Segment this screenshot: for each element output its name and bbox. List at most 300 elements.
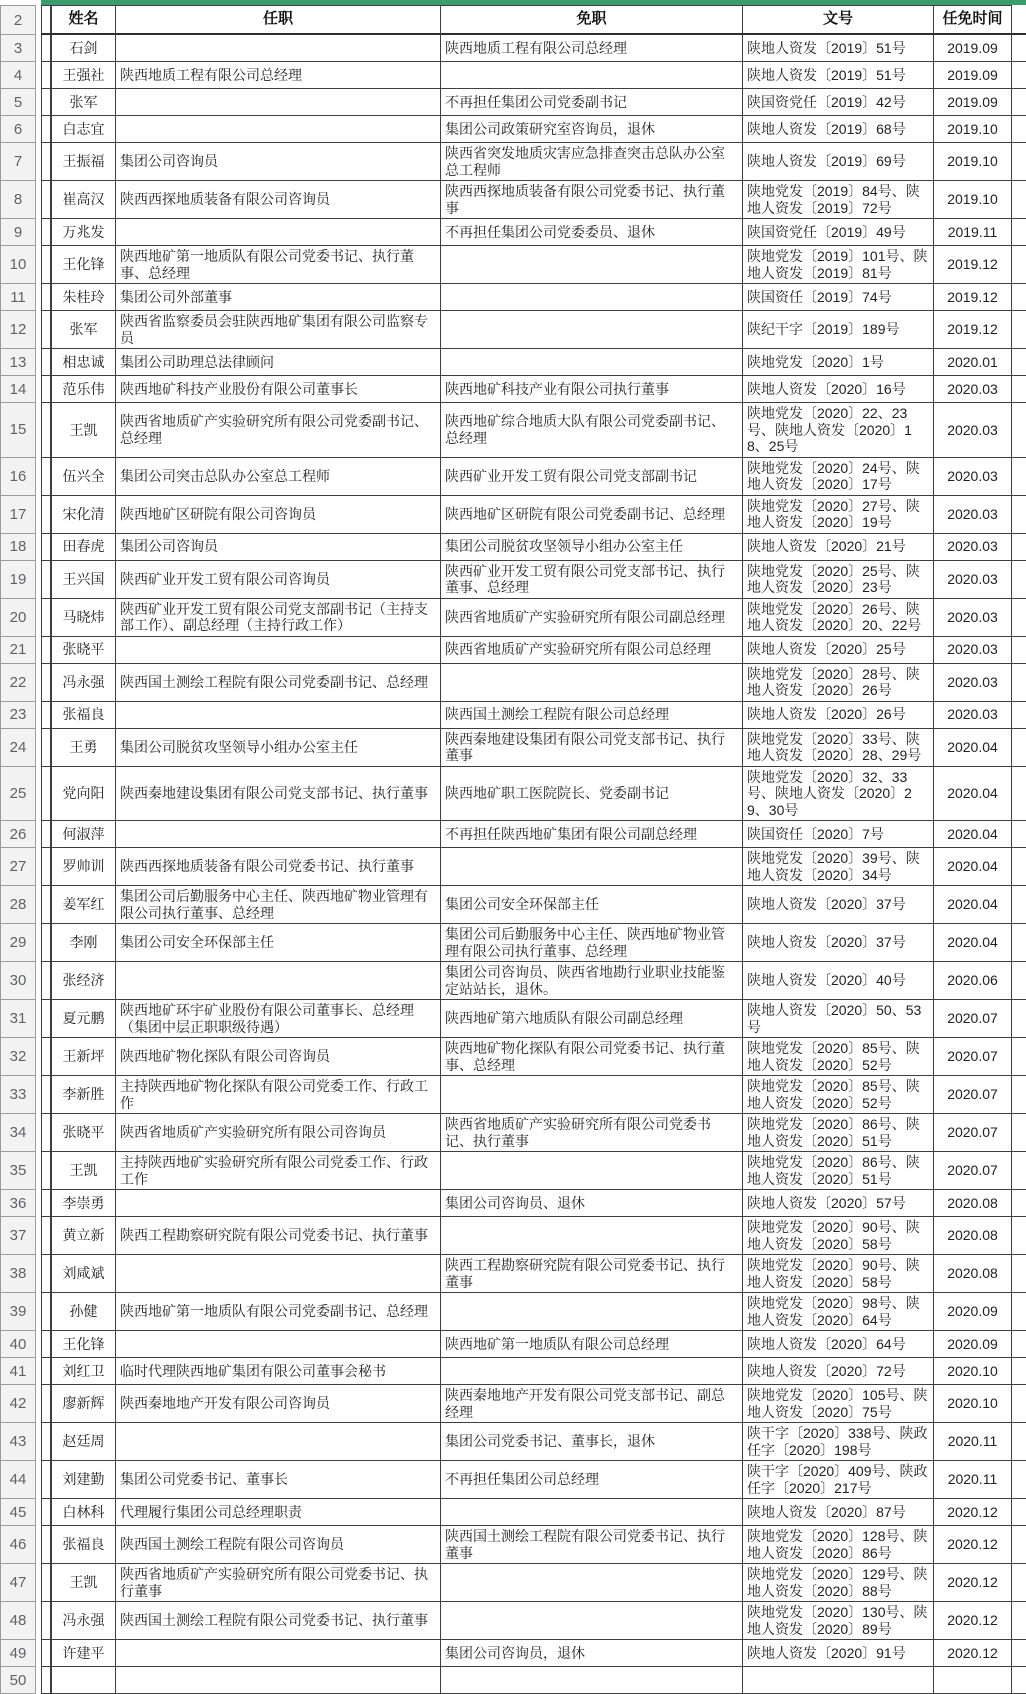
dismissal-cell[interactable] (441, 311, 743, 349)
doc-number-cell[interactable]: 陕纪干字〔2019〕189号 (743, 311, 934, 349)
hidden-column-cell[interactable] (41, 458, 50, 496)
hidden-column-cell[interactable] (41, 1461, 50, 1499)
row-number-cell[interactable]: 16 (0, 458, 36, 496)
name-cell[interactable]: 朱桂玲 (50, 284, 116, 311)
doc-number-cell[interactable] (743, 1667, 934, 1694)
name-cell[interactable]: 夏元鹏 (50, 1000, 116, 1038)
hidden-column-cell[interactable] (41, 89, 50, 116)
row-number-cell[interactable]: 30 (0, 962, 36, 1000)
date-cell[interactable]: 2020.03 (934, 599, 1012, 637)
dismissal-cell[interactable]: 陕西地质工程有限公司总经理 (441, 35, 743, 62)
date-cell[interactable]: 2020.03 (934, 637, 1012, 664)
doc-number-cell[interactable]: 陕地人资发〔2020〕37号 (743, 886, 934, 924)
doc-number-cell[interactable]: 陕地党发〔2020〕98号、陕地人资发〔2020〕64号 (743, 1293, 934, 1331)
date-cell[interactable]: 2019.09 (934, 35, 1012, 62)
name-cell[interactable]: 王凯 (50, 1152, 116, 1190)
dismissal-cell[interactable]: 陕西矿业开发工贸有限公司党支部书记、执行董事、总经理 (441, 561, 743, 599)
row-number-cell[interactable]: 17 (0, 496, 36, 534)
doc-number-cell[interactable]: 陕地党发〔2019〕84号、陕地人资发〔2019〕72号 (743, 181, 934, 219)
doc-number-cell[interactable]: 陕地人资发〔2020〕72号 (743, 1358, 934, 1385)
date-cell[interactable]: 2020.04 (934, 767, 1012, 822)
doc-number-cell[interactable]: 陕地党发〔2020〕129号、陕地人资发〔2020〕88号 (743, 1564, 934, 1602)
dismissal-cell[interactable] (441, 1602, 743, 1640)
row-number-cell[interactable]: 5 (0, 89, 36, 116)
date-cell[interactable]: 2019.09 (934, 89, 1012, 116)
appointment-cell[interactable]: 集团公司咨询员 (116, 534, 441, 561)
appointment-cell[interactable]: 代理履行集团公司总经理职责 (116, 1499, 441, 1526)
name-cell[interactable]: 万兆发 (50, 219, 116, 246)
row-number-cell[interactable]: 23 (0, 702, 36, 729)
date-cell[interactable]: 2020.03 (934, 458, 1012, 496)
column-header-name[interactable]: 姓名 (50, 5, 116, 35)
row-number-cell[interactable]: 12 (0, 311, 36, 349)
date-cell[interactable]: 2020.01 (934, 349, 1012, 376)
appointment-cell[interactable]: 陕西矿业开发工贸有限公司咨询员 (116, 561, 441, 599)
row-number-cell[interactable]: 47 (0, 1564, 36, 1602)
name-cell[interactable]: 刘红卫 (50, 1358, 116, 1385)
name-cell[interactable]: 崔高汉 (50, 181, 116, 219)
hidden-column-cell[interactable] (41, 1423, 50, 1461)
appointment-cell[interactable]: 陕西地矿区研院有限公司咨询员 (116, 496, 441, 534)
dismissal-cell[interactable]: 集团公司党委书记、董事长，退休 (441, 1423, 743, 1461)
hidden-column-cell[interactable] (41, 1038, 50, 1076)
date-cell[interactable]: 2019.09 (934, 62, 1012, 89)
row-number-cell[interactable]: 9 (0, 219, 36, 246)
row-number-cell[interactable]: 42 (0, 1385, 36, 1423)
hidden-column-cell[interactable] (41, 767, 50, 822)
hidden-column-cell[interactable] (41, 1385, 50, 1423)
row-number-cell[interactable]: 46 (0, 1526, 36, 1564)
column-header-date[interactable]: 任免时间 (934, 5, 1012, 35)
appointment-cell[interactable]: 集团公司助理总法律顾问 (116, 349, 441, 376)
date-cell[interactable]: 2020.07 (934, 1114, 1012, 1152)
name-cell[interactable]: 伍兴全 (50, 458, 116, 496)
doc-number-cell[interactable]: 陕地党发〔2020〕26号、陕地人资发〔2020〕20、22号 (743, 599, 934, 637)
dismissal-cell[interactable]: 集团公司政策研究室咨询员，退休 (441, 116, 743, 143)
date-cell[interactable]: 2020.12 (934, 1564, 1012, 1602)
column-header-doc-number[interactable]: 文号 (743, 5, 934, 35)
hidden-column-cell[interactable] (41, 534, 50, 561)
name-cell[interactable]: 王振福 (50, 143, 116, 181)
row-number-cell[interactable]: 24 (0, 729, 36, 767)
date-cell[interactable]: 2020.12 (934, 1526, 1012, 1564)
dismissal-cell[interactable]: 陕西矿业开发工贸有限公司党支部副书记 (441, 458, 743, 496)
row-number-cell[interactable]: 41 (0, 1358, 36, 1385)
appointment-cell[interactable]: 陕西地矿环宇矿业股份有限公司董事长、总经理（集团中层正职职级待遇） (116, 1000, 441, 1038)
row-number-cell[interactable]: 7 (0, 143, 36, 181)
name-cell[interactable]: 王凯 (50, 403, 116, 458)
doc-number-cell[interactable]: 陕地人资发〔2019〕69号 (743, 143, 934, 181)
name-cell[interactable]: 白志宜 (50, 116, 116, 143)
row-number-cell[interactable]: 28 (0, 886, 36, 924)
date-cell[interactable]: 2020.07 (934, 1152, 1012, 1190)
date-cell[interactable]: 2020.07 (934, 1000, 1012, 1038)
date-cell[interactable]: 2020.11 (934, 1423, 1012, 1461)
row-number-cell[interactable]: 40 (0, 1331, 36, 1358)
appointment-cell[interactable]: 陕西地矿第一地质队有限公司党委副书记、总经理 (116, 1293, 441, 1331)
row-number-cell[interactable]: 13 (0, 349, 36, 376)
name-cell[interactable]: 王化锋 (50, 246, 116, 284)
name-cell[interactable]: 许建平 (50, 1640, 116, 1667)
appointment-cell[interactable]: 集团公司咨询员 (116, 143, 441, 181)
dismissal-cell[interactable] (441, 1667, 743, 1694)
doc-number-cell[interactable]: 陕地党发〔2020〕33号、陕地人资发〔2020〕28、29号 (743, 729, 934, 767)
hidden-column-cell[interactable] (41, 35, 50, 62)
row-number-cell[interactable]: 3 (0, 35, 36, 62)
dismissal-cell[interactable] (441, 1076, 743, 1114)
doc-number-cell[interactable]: 陕地人资发〔2019〕68号 (743, 116, 934, 143)
dismissal-cell[interactable] (441, 1293, 743, 1331)
row-number-cell[interactable]: 45 (0, 1499, 36, 1526)
name-cell[interactable]: 张军 (50, 311, 116, 349)
hidden-column-cell[interactable] (41, 496, 50, 534)
hidden-column-cell[interactable] (41, 1076, 50, 1114)
hidden-column-cell[interactable] (41, 1152, 50, 1190)
dismissal-cell[interactable]: 集团公司咨询员、陕西省地勘行业职业技能鉴定站站长，退休。 (441, 962, 743, 1000)
appointment-cell[interactable] (116, 219, 441, 246)
appointment-cell[interactable] (116, 1331, 441, 1358)
appointment-cell[interactable]: 陕西省地质矿产实验研究所有限公司党委副书记、总经理 (116, 403, 441, 458)
date-cell[interactable]: 2020.03 (934, 702, 1012, 729)
appointment-cell[interactable]: 临时代理陕西地矿集团有限公司董事会秘书 (116, 1358, 441, 1385)
hidden-column-cell[interactable] (41, 561, 50, 599)
date-cell[interactable]: 2020.08 (934, 1217, 1012, 1255)
appointment-cell[interactable] (116, 1423, 441, 1461)
name-cell[interactable]: 罗帅训 (50, 848, 116, 886)
appointment-cell[interactable]: 陕西省地质矿产实验研究所有限公司咨询员 (116, 1114, 441, 1152)
dismissal-cell[interactable]: 集团公司脱贫攻坚领导小组办公室主任 (441, 534, 743, 561)
doc-number-cell[interactable]: 陕地人资发〔2020〕16号 (743, 376, 934, 403)
row-number-cell[interactable]: 8 (0, 181, 36, 219)
hidden-column-cell[interactable] (41, 284, 50, 311)
dismissal-cell[interactable]: 陕西西探地质装备有限公司党委书记、执行董事 (441, 181, 743, 219)
row-number-cell[interactable]: 36 (0, 1190, 36, 1217)
date-cell[interactable]: 2020.04 (934, 924, 1012, 962)
date-cell[interactable]: 2020.07 (934, 1076, 1012, 1114)
name-cell[interactable]: 赵廷周 (50, 1423, 116, 1461)
name-cell[interactable]: 张福良 (50, 702, 116, 729)
dismissal-cell[interactable] (441, 62, 743, 89)
name-cell[interactable]: 李新胜 (50, 1076, 116, 1114)
doc-number-cell[interactable]: 陕地党发〔2019〕101号、陕地人资发〔2019〕81号 (743, 246, 934, 284)
row-number-cell[interactable]: 25 (0, 767, 36, 822)
date-cell[interactable]: 2020.06 (934, 962, 1012, 1000)
date-cell[interactable]: 2020.11 (934, 1461, 1012, 1499)
name-cell[interactable]: 冯永强 (50, 664, 116, 702)
row-number-cell[interactable]: 20 (0, 599, 36, 637)
row-number-cell[interactable]: 21 (0, 637, 36, 664)
name-cell[interactable]: 王化锋 (50, 1331, 116, 1358)
date-cell[interactable]: 2020.12 (934, 1602, 1012, 1640)
hidden-column-cell[interactable] (41, 1602, 50, 1640)
appointment-cell[interactable] (116, 1667, 441, 1694)
row-number-cell[interactable]: 6 (0, 116, 36, 143)
appointment-cell[interactable]: 主持陕西地矿实验研究所有限公司党委工作、行政工作 (116, 1152, 441, 1190)
date-cell[interactable]: 2020.03 (934, 403, 1012, 458)
dismissal-cell[interactable]: 陕西地矿第六地质队有限公司副总经理 (441, 1000, 743, 1038)
doc-number-cell[interactable]: 陕地人资发〔2020〕87号 (743, 1499, 934, 1526)
doc-number-cell[interactable]: 陕地人资发〔2020〕37号 (743, 924, 934, 962)
name-cell[interactable]: 王勇 (50, 729, 116, 767)
hidden-column-cell[interactable] (41, 1640, 50, 1667)
row-number-cell[interactable]: 11 (0, 284, 36, 311)
dismissal-cell[interactable]: 陕西地矿科技产业有限公司执行董事 (441, 376, 743, 403)
date-cell[interactable]: 2020.03 (934, 496, 1012, 534)
name-cell[interactable]: 王兴国 (50, 561, 116, 599)
dismissal-cell[interactable]: 陕西国土测绘工程院有限公司党委书记、执行董事 (441, 1526, 743, 1564)
dismissal-cell[interactable]: 不再担任集团公司总经理 (441, 1461, 743, 1499)
name-cell[interactable]: 刘咸斌 (50, 1255, 116, 1293)
name-cell[interactable]: 何淑萍 (50, 821, 116, 848)
appointment-cell[interactable] (116, 821, 441, 848)
row-number-cell[interactable]: 37 (0, 1217, 36, 1255)
row-number-cell[interactable]: 27 (0, 848, 36, 886)
dismissal-cell[interactable]: 陕西地矿职工医院院长、党委副书记 (441, 767, 743, 822)
row-number-cell[interactable]: 49 (0, 1640, 36, 1667)
dismissal-cell[interactable] (441, 1564, 743, 1602)
date-cell[interactable]: 2020.08 (934, 1255, 1012, 1293)
doc-number-cell[interactable]: 陕地党发〔2020〕85号、陕地人资发〔2020〕52号 (743, 1038, 934, 1076)
dismissal-cell[interactable] (441, 1358, 743, 1385)
hidden-column-cell[interactable] (41, 143, 50, 181)
hidden-column-cell[interactable] (41, 848, 50, 886)
name-cell[interactable]: 王强社 (50, 62, 116, 89)
doc-number-cell[interactable]: 陕干字〔2020〕409号、陕政任字〔2020〕217号 (743, 1461, 934, 1499)
doc-number-cell[interactable]: 陕地党发〔2020〕105号、陕地人资发〔2020〕75号 (743, 1385, 934, 1423)
appointment-cell[interactable]: 陕西秦地建设集团有限公司党支部书记、执行董事 (116, 767, 441, 822)
date-cell[interactable]: 2019.10 (934, 116, 1012, 143)
dismissal-cell[interactable]: 陕西地矿第一地质队有限公司总经理 (441, 1331, 743, 1358)
dismissal-cell[interactable]: 陕西省地质矿产实验研究所有限公司总经理 (441, 637, 743, 664)
hidden-column-cell[interactable] (41, 637, 50, 664)
name-cell[interactable]: 党向阳 (50, 767, 116, 822)
doc-number-cell[interactable]: 陕地人资发〔2020〕64号 (743, 1331, 934, 1358)
row-number-cell[interactable]: 4 (0, 62, 36, 89)
row-number-cell[interactable]: 32 (0, 1038, 36, 1076)
doc-number-cell[interactable]: 陕地党发〔2020〕86号、陕地人资发〔2020〕51号 (743, 1114, 934, 1152)
hidden-column-cell[interactable] (41, 1499, 50, 1526)
name-cell[interactable]: 马晓炜 (50, 599, 116, 637)
appointment-cell[interactable]: 集团公司后勤服务中心主任、陕西地矿物业管理有限公司执行董事、总经理 (116, 886, 441, 924)
appointment-cell[interactable]: 陕西国土测绘工程院有限公司咨询员 (116, 1526, 441, 1564)
dismissal-cell[interactable] (441, 848, 743, 886)
row-number-cell[interactable]: 48 (0, 1602, 36, 1640)
date-cell[interactable]: 2020.04 (934, 821, 1012, 848)
doc-number-cell[interactable]: 陕地党发〔2020〕24号、陕地人资发〔2020〕17号 (743, 458, 934, 496)
date-cell[interactable]: 2020.12 (934, 1640, 1012, 1667)
appointment-cell[interactable]: 陕西国土测绘工程院有限公司党委书记、执行董事 (116, 1602, 441, 1640)
hidden-column-cell[interactable] (41, 1526, 50, 1564)
appointment-cell[interactable] (116, 1190, 441, 1217)
doc-number-cell[interactable]: 陕地人资发〔2020〕21号 (743, 534, 934, 561)
hidden-column-cell[interactable] (41, 1293, 50, 1331)
appointment-cell[interactable] (116, 89, 441, 116)
appointment-cell[interactable]: 集团公司安全环保部主任 (116, 924, 441, 962)
doc-number-cell[interactable]: 陕地人资发〔2020〕50、53号 (743, 1000, 934, 1038)
date-cell[interactable]: 2019.10 (934, 181, 1012, 219)
date-cell[interactable]: 2020.03 (934, 534, 1012, 561)
hidden-column-cell[interactable] (41, 1358, 50, 1385)
name-cell[interactable]: 王新坪 (50, 1038, 116, 1076)
appointment-cell[interactable] (116, 702, 441, 729)
doc-number-cell[interactable]: 陕地党发〔2020〕39号、陕地人资发〔2020〕34号 (743, 848, 934, 886)
row-number-cell[interactable]: 19 (0, 561, 36, 599)
doc-number-cell[interactable]: 陕地人资发〔2019〕51号 (743, 35, 934, 62)
appointment-cell[interactable]: 陕西西探地质装备有限公司党委书记、执行董事 (116, 848, 441, 886)
doc-number-cell[interactable]: 陕地人资发〔2020〕26号 (743, 702, 934, 729)
date-cell[interactable]: 2019.12 (934, 311, 1012, 349)
date-cell[interactable]: 2020.04 (934, 848, 1012, 886)
row-number-cell[interactable]: 31 (0, 1000, 36, 1038)
hidden-column-cell[interactable] (41, 376, 50, 403)
dismissal-cell[interactable] (441, 246, 743, 284)
dismissal-cell[interactable]: 陕西省地质矿产实验研究所有限公司党委书记、执行董事 (441, 1114, 743, 1152)
appointment-cell[interactable]: 集团公司党委书记、董事长 (116, 1461, 441, 1499)
hidden-column-cell[interactable] (41, 5, 50, 35)
dismissal-cell[interactable] (441, 664, 743, 702)
date-cell[interactable]: 2020.03 (934, 664, 1012, 702)
row-number-cell[interactable]: 18 (0, 534, 36, 561)
name-cell[interactable]: 孙健 (50, 1293, 116, 1331)
doc-number-cell[interactable]: 陕地人资发〔2019〕51号 (743, 62, 934, 89)
hidden-column-cell[interactable] (41, 116, 50, 143)
name-cell[interactable]: 李刚 (50, 924, 116, 962)
column-header-dismissal[interactable]: 免职 (441, 5, 743, 35)
name-cell[interactable]: 田春虎 (50, 534, 116, 561)
hidden-column-cell[interactable] (41, 702, 50, 729)
name-cell[interactable]: 范乐伟 (50, 376, 116, 403)
appointment-cell[interactable]: 陕西秦地地产开发有限公司咨询员 (116, 1385, 441, 1423)
dismissal-cell[interactable] (441, 1152, 743, 1190)
date-cell[interactable]: 2019.12 (934, 284, 1012, 311)
appointment-cell[interactable] (116, 35, 441, 62)
dismissal-cell[interactable]: 集团公司咨询员、退休 (441, 1190, 743, 1217)
row-number-cell[interactable]: 39 (0, 1293, 36, 1331)
date-cell[interactable]: 2020.08 (934, 1190, 1012, 1217)
name-cell[interactable]: 廖新辉 (50, 1385, 116, 1423)
hidden-column-cell[interactable] (41, 599, 50, 637)
date-cell[interactable] (934, 1667, 1012, 1694)
name-cell[interactable]: 张军 (50, 89, 116, 116)
appointment-cell[interactable] (116, 637, 441, 664)
dismissal-cell[interactable]: 陕西省地质矿产实验研究所有限公司副总经理 (441, 599, 743, 637)
name-cell[interactable]: 黄立新 (50, 1217, 116, 1255)
doc-number-cell[interactable]: 陕地党发〔2020〕28号、陕地人资发〔2020〕26号 (743, 664, 934, 702)
name-cell[interactable]: 张晓平 (50, 637, 116, 664)
name-cell[interactable]: 白林科 (50, 1499, 116, 1526)
doc-number-cell[interactable]: 陕地党发〔2020〕85号、陕地人资发〔2020〕52号 (743, 1076, 934, 1114)
date-cell[interactable]: 2020.03 (934, 561, 1012, 599)
appointment-cell[interactable]: 陕西地质工程有限公司总经理 (116, 62, 441, 89)
date-cell[interactable]: 2020.12 (934, 1499, 1012, 1526)
hidden-column-cell[interactable] (41, 181, 50, 219)
appointment-cell[interactable] (116, 1640, 441, 1667)
row-number-cell[interactable]: 15 (0, 403, 36, 458)
name-cell[interactable]: 相忠诚 (50, 349, 116, 376)
appointment-cell[interactable]: 集团公司突击总队办公室总工程师 (116, 458, 441, 496)
date-cell[interactable]: 2020.07 (934, 1038, 1012, 1076)
date-cell[interactable]: 2019.11 (934, 219, 1012, 246)
hidden-column-cell[interactable] (41, 219, 50, 246)
name-cell[interactable]: 石剑 (50, 35, 116, 62)
name-cell[interactable]: 冯永强 (50, 1602, 116, 1640)
name-cell[interactable]: 宋化清 (50, 496, 116, 534)
date-cell[interactable]: 2020.04 (934, 886, 1012, 924)
hidden-column-cell[interactable] (41, 886, 50, 924)
row-number-cell[interactable]: 38 (0, 1255, 36, 1293)
name-cell[interactable]: 张福良 (50, 1526, 116, 1564)
date-cell[interactable]: 2020.09 (934, 1293, 1012, 1331)
dismissal-cell[interactable]: 陕西地矿物化探队有限公司党委书记、执行董事、总经理 (441, 1038, 743, 1076)
doc-number-cell[interactable]: 陕地党发〔2020〕90号、陕地人资发〔2020〕58号 (743, 1255, 934, 1293)
dismissal-cell[interactable]: 陕西秦地地产开发有限公司党支部书记、副总经理 (441, 1385, 743, 1423)
dismissal-cell[interactable]: 陕西秦地建设集团有限公司党支部书记、执行董事 (441, 729, 743, 767)
date-cell[interactable]: 2019.10 (934, 143, 1012, 181)
dismissal-cell[interactable] (441, 1499, 743, 1526)
name-cell[interactable]: 王凯 (50, 1564, 116, 1602)
hidden-column-cell[interactable] (41, 1255, 50, 1293)
hidden-column-cell[interactable] (41, 821, 50, 848)
hidden-column-cell[interactable] (41, 62, 50, 89)
hidden-column-cell[interactable] (41, 246, 50, 284)
row-number-cell[interactable]: 26 (0, 821, 36, 848)
appointment-cell[interactable]: 集团公司脱贫攻坚领导小组办公室主任 (116, 729, 441, 767)
row-number-cell[interactable]: 33 (0, 1076, 36, 1114)
dismissal-cell[interactable]: 陕西地矿综合地质大队有限公司党委副书记、总经理 (441, 403, 743, 458)
dismissal-cell[interactable]: 陕西工程勘察研究院有限公司党委书记、执行董事 (441, 1255, 743, 1293)
appointment-cell[interactable]: 陕西矿业开发工贸有限公司党支部副书记（主持支部工作）、副总经理（主持行政工作） (116, 599, 441, 637)
appointment-cell[interactable]: 陕西西探地质装备有限公司咨询员 (116, 181, 441, 219)
hidden-column-cell[interactable] (41, 1331, 50, 1358)
name-cell[interactable]: 张晓平 (50, 1114, 116, 1152)
hidden-column-cell[interactable] (41, 664, 50, 702)
date-cell[interactable]: 2020.10 (934, 1358, 1012, 1385)
doc-number-cell[interactable]: 陕国资党任〔2019〕49号 (743, 219, 934, 246)
dismissal-cell[interactable] (441, 284, 743, 311)
row-number-cell[interactable]: 2 (0, 5, 36, 35)
date-cell[interactable]: 2020.04 (934, 729, 1012, 767)
doc-number-cell[interactable]: 陕地党发〔2020〕130号、陕地人资发〔2020〕89号 (743, 1602, 934, 1640)
doc-number-cell[interactable]: 陕地党发〔2020〕128号、陕地人资发〔2020〕86号 (743, 1526, 934, 1564)
appointment-cell[interactable] (116, 1255, 441, 1293)
hidden-column-cell[interactable] (41, 1000, 50, 1038)
dismissal-cell[interactable]: 不再担任集团公司党委副书记 (441, 89, 743, 116)
doc-number-cell[interactable]: 陕地党发〔2020〕32、33号、陕地人资发〔2020〕29、30号 (743, 767, 934, 822)
dismissal-cell[interactable]: 集团公司咨询员，退休 (441, 1640, 743, 1667)
doc-number-cell[interactable]: 陕国资任〔2020〕7号 (743, 821, 934, 848)
doc-number-cell[interactable]: 陕地党发〔2020〕22、23号、陕地人资发〔2020〕18、25号 (743, 403, 934, 458)
doc-number-cell[interactable]: 陕地人资发〔2020〕57号 (743, 1190, 934, 1217)
date-cell[interactable]: 2020.09 (934, 1331, 1012, 1358)
dismissal-cell[interactable]: 陕西国土测绘工程院有限公司总经理 (441, 702, 743, 729)
appointment-cell[interactable]: 主持陕西地矿物化探队有限公司党委工作、行政工作 (116, 1076, 441, 1114)
date-cell[interactable]: 2019.12 (934, 246, 1012, 284)
dismissal-cell[interactable]: 集团公司安全环保部主任 (441, 886, 743, 924)
row-number-cell[interactable]: 44 (0, 1461, 36, 1499)
doc-number-cell[interactable]: 陕地人资发〔2020〕25号 (743, 637, 934, 664)
row-number-cell[interactable]: 29 (0, 924, 36, 962)
appointment-cell[interactable] (116, 116, 441, 143)
name-cell[interactable]: 姜军红 (50, 886, 116, 924)
hidden-column-cell[interactable] (41, 403, 50, 458)
row-number-cell[interactable]: 10 (0, 246, 36, 284)
appointment-cell[interactable]: 陕西地矿物化探队有限公司咨询员 (116, 1038, 441, 1076)
row-number-cell[interactable]: 14 (0, 376, 36, 403)
appointment-cell[interactable]: 陕西省地质矿产实验研究所有限公司党委书记、执行董事 (116, 1564, 441, 1602)
dismissal-cell[interactable]: 陕西省突发地质灾害应急排查突击总队办公室总工程师 (441, 143, 743, 181)
row-number-cell[interactable]: 34 (0, 1114, 36, 1152)
hidden-column-cell[interactable] (41, 1667, 50, 1694)
